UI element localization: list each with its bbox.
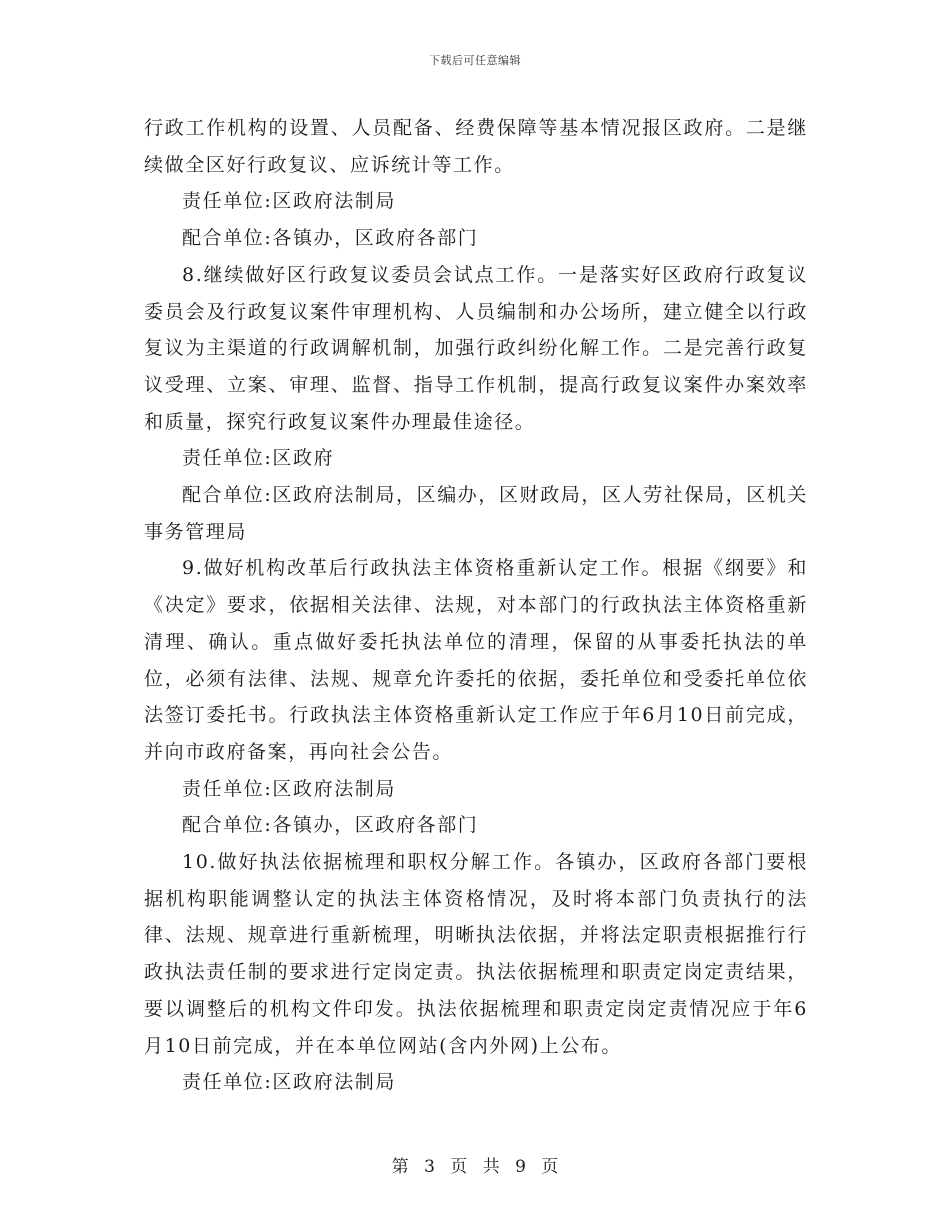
paragraph: 8.继续做好区行政复议委员会试点工作。一是落实好区政府行政复议委员会及行政复议案件审理机构、人员编制和办公场所，建立健全以行政复议为主渠道的行政调解机制，加强行政纠纷化解工作。二是完善行政复议受理、立案、审理、监督、指导工作机制，提高行政复议案件办案效率和质量，探究行政复议案件办理最佳途径。 — [144, 263, 808, 433]
paragraph: 责任单位:区政府法制局 — [182, 1071, 397, 1094]
footer-prefix: 第 — [391, 1157, 409, 1177]
footer-page-word: 页 — [450, 1157, 468, 1177]
document-body — [144, 110, 808, 1101]
paragraph: 10.做好执法依据梳理和职权分解工作。各镇办，区政府各部门要根据机构职能调整认定的执法主体资格情况，及时将本部门负责执行的法律、法规、规章进行重新梳理，明晰执法依据，并将法定职责根据推行行政执法责任制的要求进行定岗定责。执法依据梳理和职责定岗定责结果，要以调整后的机构文件印发。执法依据梳理和职责定岗定责情况应于年6月10日前完成，并在本单位网站(含内外网)上公布。 — [144, 851, 808, 1057]
total-pages-number: 9 — [515, 1157, 526, 1177]
paragraph: 责任单位:区政府法制局 — [182, 777, 397, 800]
paragraph: 责任单位:区政府法制局 — [182, 190, 397, 213]
footer-total-word: 共 — [482, 1157, 500, 1177]
paragraph: 配合单位:区政府法制局，区编办，区财政局，区人劳社保局，区机关事务管理局 — [144, 484, 809, 543]
current-page-number: 3 — [424, 1157, 435, 1177]
page-footer — [0, 1152, 950, 1177]
paragraph: 行政工作机构的设置、人员配备、经费保障等基本情况报区政府。二是继续做全区好行政复议、应诉统计等工作。 — [144, 117, 808, 176]
paragraph: 9.做好机构改革后行政执法主体资格重新认定工作。根据《纲要》和《决定》要求，依据相关法律、法规，对本部门的行政执法主体资格重新清理、确认。重点做好委托执法单位的清理，保留的从事委托执法的单位，必须有法律、法规、规章允许委托的依据，委托单位和受委托单位依法签订委托书。行政执法主体资格重新认定工作应于年6月10日前完成，并向市政府备案，再向社会公告。 — [144, 557, 808, 763]
page-header: 下载后可任意编辑 — [429, 54, 521, 67]
paragraph: 配合单位:各镇办，区政府各部门 — [182, 227, 479, 250]
paragraph: 责任单位:区政府 — [182, 447, 335, 470]
footer-suffix: 页 — [541, 1157, 559, 1177]
paragraph: 配合单位:各镇办，区政府各部门 — [182, 814, 479, 837]
